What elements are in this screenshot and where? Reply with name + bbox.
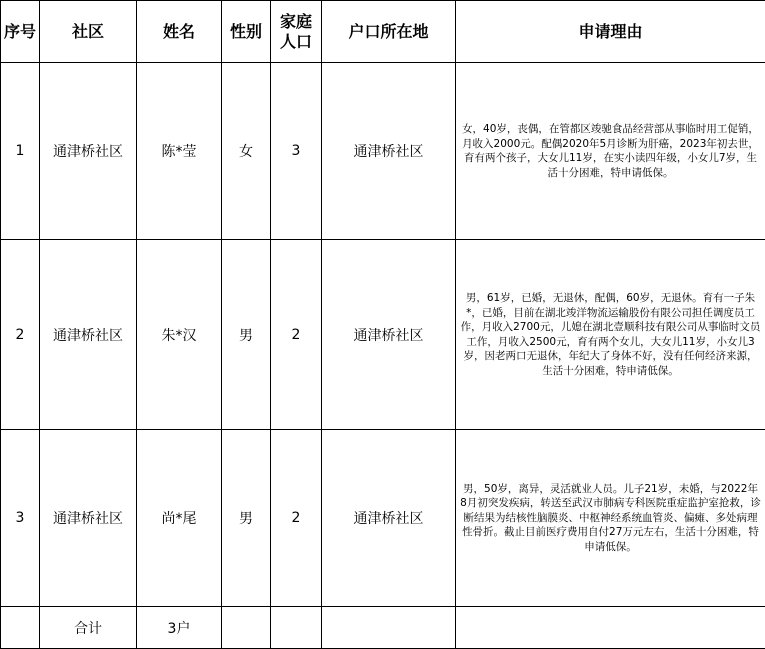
cell-reason: 男，50岁，离异，灵活就业人员。儿子21岁，未婚，与2022年8月初突发疾病，转送至武汉市肺病专科医院重症监护室抢救，诊断结果为结核性脑膜炎、中枢神经系统血管炎、偏瘫、多处病理性骨折。截止目前医疗费用自付27万元左右，生活十分困难，特申请低保。 [456,430,765,607]
header-index: 序号 [1,1,40,63]
cell-household: 3 [271,63,322,240]
header-gender: 性别 [222,1,271,63]
header-household [271,1,322,63]
cell-gender: 男 [222,430,271,607]
cell-total-empty [322,607,456,649]
cell-total-count: 3户 [137,607,222,649]
header-reason: 申请理由 [456,1,765,63]
cell-community: 通津桥社区 [40,63,137,240]
cell-community: 通津桥社区 [40,240,137,430]
cell-household: 2 [271,430,322,607]
cell-residence: 通津桥社区 [322,430,456,607]
cell-total-label: 合计 [40,607,137,649]
cell-index: 1 [1,63,40,240]
table-row [1,240,765,430]
cell-index: 3 [1,430,40,607]
header-community: 社区 [40,1,137,63]
header-household-line2: 人口 [271,32,321,52]
cell-gender: 男 [222,240,271,430]
header-residence: 户口所在地 [322,1,456,63]
cell-total-empty [456,607,765,649]
cell-reason: 女，40岁，丧偶，在管都区竣驰食品经营部从事临时用工促销，月收入2000元。配偶2020年5月诊断为肝癌，2023年初去世，育有两个孩子，大女儿11岁，在实小读四年级，小女儿7岁，生活十分困难，特申请低保。 [456,63,765,240]
cell-total-empty [1,607,40,649]
cell-name: 朱*汉 [137,240,222,430]
cell-index: 2 [1,240,40,430]
cell-household: 2 [271,240,322,430]
cell-name: 尚*尾 [137,430,222,607]
header-name: 姓名 [137,1,222,63]
header-row [1,1,765,63]
cell-reason: 男，61岁，已婚，无退休，配偶，60岁，无退休。育有一子朱*，已婚，目前在湖北竣洋物流运输股份有限公司担任调度员工作，月收入2700元，儿媳在湖北壹顺科技有限公司从事临时文员工作，月收入2500元，育有两个女儿，大女儿11岁，小女儿3岁，因老两口无退休，年纪大了身体不好，没有任何经济来源，生活十分困难，特申请低保。 [456,240,765,430]
header-household-line1: 家庭 [271,12,321,32]
total-row [1,607,765,649]
table-row [1,430,765,607]
table-row [1,63,765,240]
cell-name: 陈*莹 [137,63,222,240]
cell-total-empty [222,607,271,649]
cell-gender: 女 [222,63,271,240]
cell-residence: 通津桥社区 [322,240,456,430]
cell-residence: 通津桥社区 [322,63,456,240]
cell-total-empty [271,607,322,649]
cell-community: 通津桥社区 [40,430,137,607]
